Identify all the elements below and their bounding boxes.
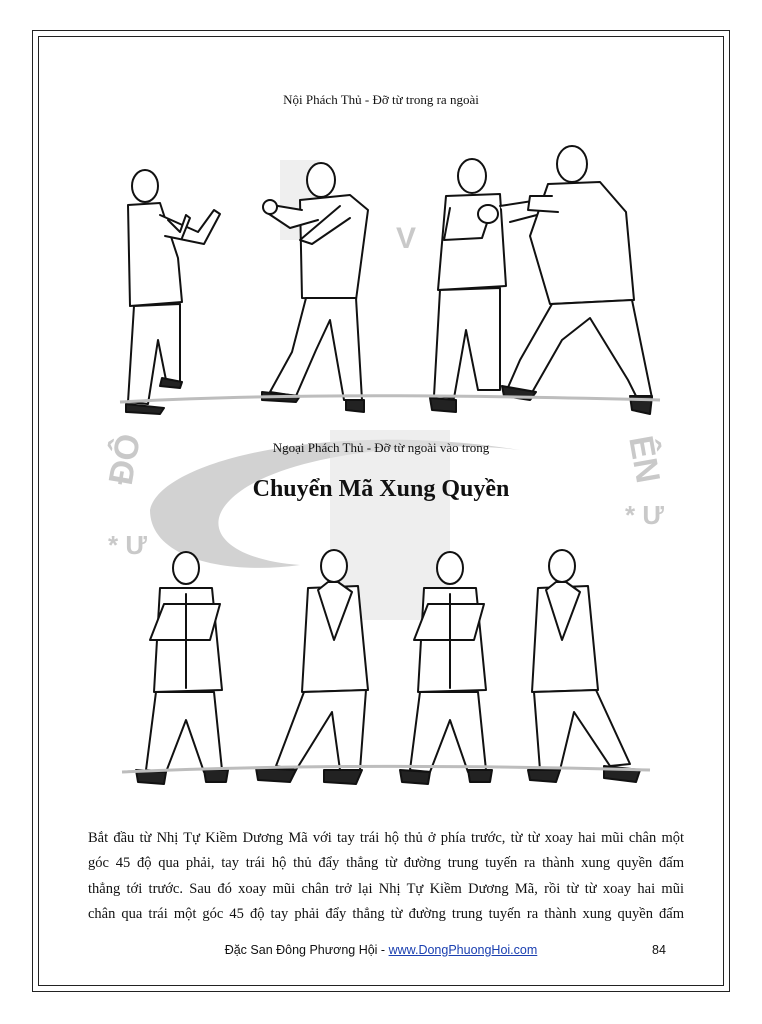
page-number: 84 [652, 943, 666, 957]
watermark-top-letter: V [396, 222, 417, 255]
footer-text: Đặc San Đông Phương Hội - [224, 943, 389, 957]
figure-chuyen-ma-1 [136, 552, 228, 784]
figure-chuyen-ma-3 [400, 552, 492, 784]
body-line: góc 45 độ qua phải, tay trái hộ thủ đẩy thẳng từ đường trung tuyến ra thành xung quyền đấm [88, 855, 684, 872]
page-footer [0, 943, 762, 957]
body-paragraph [88, 826, 684, 928]
page-title: Chuyển Mã Xung Quyền [252, 476, 510, 502]
watermark-right-letters: ÊN [621, 432, 667, 486]
caption-ngoai-phach-thu: Ngoại Phách Thủ - Đỡ từ ngoài vào trong [272, 440, 490, 455]
body-line: Bắt đầu từ Nhị Tự Kiềm Dương Mã với tay trái hộ thủ ở phía trước, từ từ xoay hai mũi chân một [88, 830, 684, 846]
footer-link[interactable]: www.DongPhuongHoi.com [388, 943, 538, 957]
ground-line-bottom [122, 767, 650, 773]
figure-chuyen-ma-2 [256, 550, 368, 784]
body-line: chân qua trái một góc 45 độ tay phải đẩy thẳng từ đường trung tuyến ra thành xung quyền đấm [88, 906, 684, 923]
watermark-left-mark: * Ư [108, 530, 147, 560]
caption-noi-phach-thu: Nội Phách Thủ - Đỡ từ trong ra ngoài [283, 92, 479, 107]
body-line: thẳng tới trước. Sau đó xoay mũi chân trở lại Nhị Tự Kiềm Dương Mã, rồi từ từ xoay hai mũi [88, 880, 684, 897]
watermark-right-mark: * Ư [625, 500, 664, 530]
figure-chuyen-ma-4 [528, 550, 640, 782]
watermark-left-letters: ĐÔ [101, 431, 149, 488]
